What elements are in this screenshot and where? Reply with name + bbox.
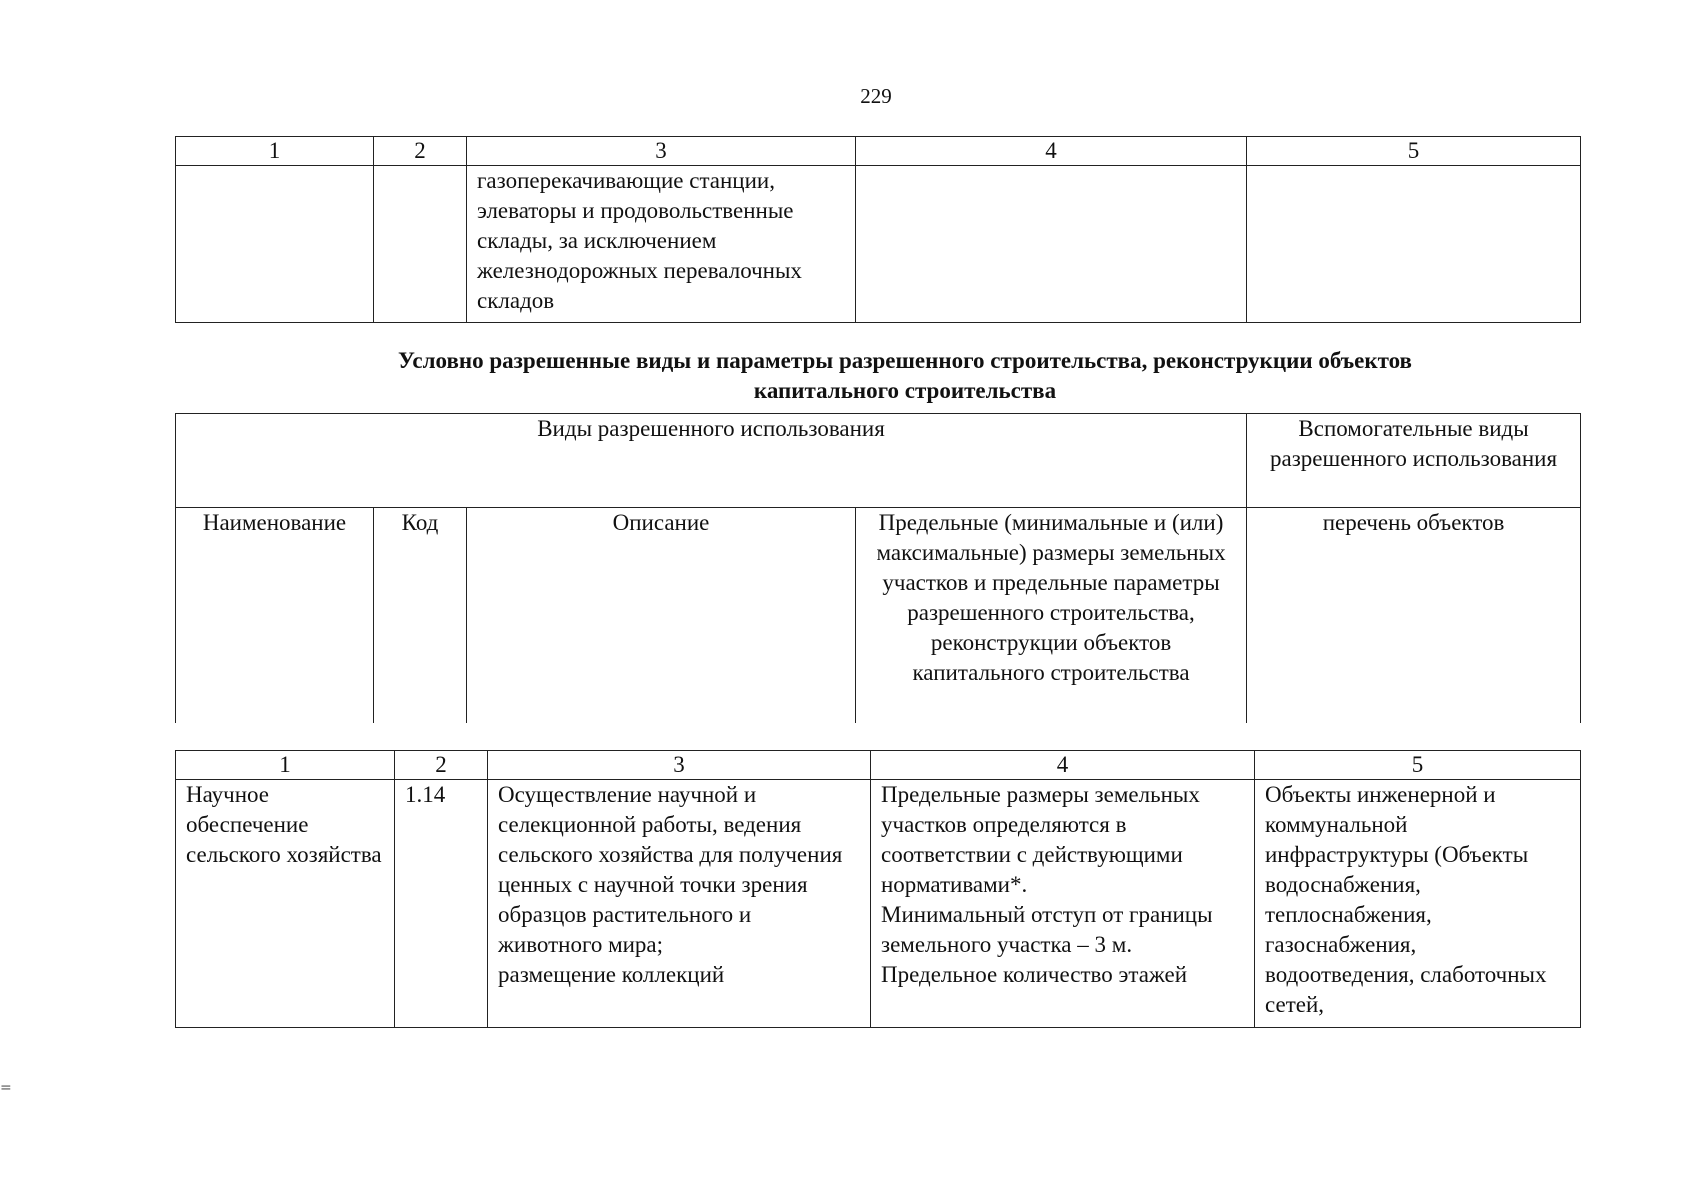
parameters-paragraph: Предельное количество этажей — [881, 962, 1188, 987]
column-number: 3 — [467, 137, 856, 166]
cell-parameters — [856, 166, 1247, 323]
section-heading-line: капитального строительства — [753, 378, 1057, 403]
column-number: 4 — [871, 751, 1255, 780]
description-paragraph: Осуществление научной и селекционной работы, ведения сельского хозяйства для получения ценных с научной точки зрения образцов растительного и животного мира; — [498, 782, 843, 957]
column-header-name: Наименование — [176, 508, 374, 723]
cell-parameters — [871, 780, 1255, 1028]
description-paragraph: размещение коллекций — [498, 962, 725, 987]
column-number: 4 — [856, 137, 1247, 166]
cell-code — [374, 166, 467, 323]
table-header-row — [176, 751, 1581, 780]
table-row — [176, 166, 1581, 323]
column-number: 2 — [395, 751, 488, 780]
column-header-row — [176, 508, 1581, 723]
section-heading-line: Условно разрешенные виды и параметры разрешенного строительства, реконструкции объектов — [398, 348, 1412, 373]
parameters-paragraph: Предельные размеры земельных участков определяются в соответствии с действующими нормативами*. — [881, 782, 1200, 897]
cell-code: 1.14 — [395, 780, 488, 1028]
cell-description — [488, 780, 871, 1028]
column-number: 3 — [488, 751, 871, 780]
column-header-object-list: перечень объектов — [1247, 508, 1581, 723]
parameters-paragraph: Минимальный отступ от границы земельного участка – 3 м. — [881, 902, 1213, 957]
cell-name — [176, 166, 374, 323]
header-table — [175, 413, 1581, 723]
page-number: 229 — [860, 84, 892, 108]
data-table — [175, 750, 1581, 1028]
continuation-table — [175, 136, 1581, 323]
section-heading — [160, 346, 1650, 406]
column-number: 5 — [1247, 137, 1581, 166]
column-number: 1 — [176, 137, 374, 166]
table-row — [176, 780, 1581, 1028]
column-number: 5 — [1255, 751, 1581, 780]
cell-name: Научное обеспечение сельского хозяйства — [176, 780, 395, 1028]
cell-auxiliary: Объекты инженерной и коммунальной инфраструктуры (Объекты водоснабжения, теплоснабжения, газоснабжения, водоотведения, слаботочных сетей, — [1255, 780, 1581, 1028]
column-header-parameters: Предельные (минимальные и (или) максимальные) размеры земельных участков и предельные параметры разрешенного строительства, реконструкции объектов капитального строительства — [856, 508, 1247, 723]
column-header-code: Код — [374, 508, 467, 723]
column-number: 2 — [374, 137, 467, 166]
scan-mark: = — [0, 1080, 12, 1096]
table-header-row — [176, 137, 1581, 166]
cell-description: газоперекачивающие станции, элеваторы и продовольственные склады, за исключением железнодорожных перевалочных складов — [467, 166, 856, 323]
group-header-row — [176, 414, 1581, 508]
group-header-auxiliary-uses: Вспомогательные виды разрешенного использования — [1247, 414, 1581, 508]
cell-auxiliary — [1247, 166, 1581, 323]
column-header-description: Описание — [467, 508, 856, 723]
column-number: 1 — [176, 751, 395, 780]
group-header-permitted-uses: Виды разрешенного использования — [176, 414, 1247, 508]
